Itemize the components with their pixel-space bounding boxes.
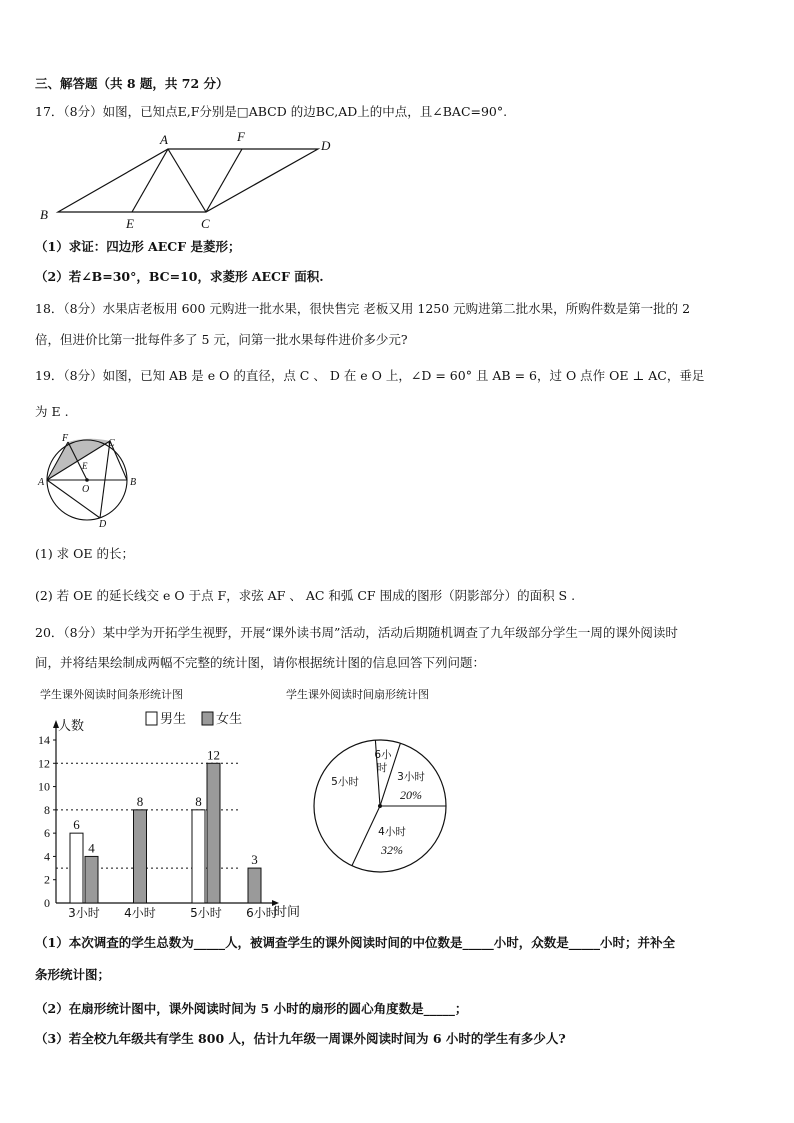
x-tick-label: 4小时 <box>124 906 156 920</box>
q18-line2: 倍，但进价比第一批每件多了 5 元，问第一批水果每件进价多少元? <box>35 332 408 347</box>
q19-label-C: C <box>108 438 115 449</box>
data-label: 8 <box>136 793 144 809</box>
y-tick-label: 10 <box>38 779 50 794</box>
data-label: 12 <box>207 747 220 763</box>
q17-label-A: A <box>160 132 168 147</box>
q20-line1: 20．（8分）某中学为开拓学生视野，开展“课外读书周”活动，活动后期随机调查了九年级部分学生一周的课外阅读时 <box>35 625 678 640</box>
q17-part1: （1）求证：四边形 AECF 是菱形； <box>35 239 241 254</box>
pie-chart-title: 学生课外阅读时间扇形统计图 <box>286 688 429 701</box>
q20-part1a: （1）本次调查的学生总数为_____人，被调查学生的课外阅读时间的中位数是_____小时，众数是_____小时；并补全 <box>35 935 675 950</box>
q19-label-A: A <box>38 477 45 488</box>
q17-label-D: D <box>321 138 331 153</box>
q19-part2: (2) 若 OE 的延长线交 e O 于点 F，求弦 AF 、 AC 和弧 CF 围成的图形（阴影部分）的面积 S . <box>35 588 576 603</box>
q17-label-F: F <box>237 129 245 144</box>
y-tick-label: 14 <box>38 733 50 747</box>
y-tick-label: 0 <box>44 896 50 910</box>
data-label: 6 <box>73 817 80 833</box>
bar-chart-title: 学生课外阅读时间条形统计图 <box>40 688 183 701</box>
y-tick-label: 6 <box>44 826 50 841</box>
x-tick-label: 6小时 <box>246 906 278 920</box>
legend-label-男生: 男生 <box>160 712 187 727</box>
q17-part2: （2）若∠B=30°，BC=10，求菱形 AECF 面积. <box>35 269 324 284</box>
q19-label-E: E <box>82 461 88 471</box>
pie-label-6小时-2: 时 <box>376 762 388 774</box>
q20-part2: （2）在扇形统计图中，课外阅读时间为 5 小时的扇形的圆心角度数是_____； <box>35 1001 468 1016</box>
q20-line2: 间，并将结果绘制成两幅不完整的统计图，请你根据统计图的信息回答下列问题： <box>35 655 486 670</box>
q18-line1: 18．（8分）水果店老板用 600 元购进一批水果，很快售完 老板又用 1250 元购进第二批水果，所购件数是第一批的 2 <box>35 301 691 316</box>
data-label: 4 <box>88 840 95 856</box>
pie-percent-4小时: 32% <box>381 843 403 857</box>
x-tick-label: 3小时 <box>68 906 100 920</box>
pie-percent-3小时: 20% <box>400 788 422 802</box>
pie-label-3小时: 3小时 <box>397 771 425 783</box>
x-tick-label: 5小时 <box>190 906 222 920</box>
q17-stem: 17．（8分）如图，已知点E,F分别是□ABCD 的边BC,AD上的中点，且∠BAC=90°. <box>35 104 508 119</box>
q19-line1: 19．（8分）如图，已知 AB 是 e O 的直径，点 C 、 D 在 e O 上，∠D = 60° 且 AB = 6，过 O 点作 OE ⊥ AC，垂足 <box>35 368 705 383</box>
q19-label-O: O <box>82 484 90 495</box>
pie-label-5小时: 5小时 <box>331 776 359 788</box>
q17-label-B: B <box>40 207 48 222</box>
y-tick-label: 2 <box>44 872 50 887</box>
pie-label-4小时: 4小时 <box>378 826 406 838</box>
bar-chart-ylabel: 人数 <box>58 719 85 734</box>
data-label: 8 <box>195 793 202 809</box>
q19-line2: 为 E . <box>35 404 69 419</box>
q19-label-B: B <box>130 477 137 488</box>
q19-label-F: F <box>62 433 69 444</box>
section-header: 三、解答题（共 8 题，共 72 分） <box>35 76 229 91</box>
q19-part1: (1) 求 OE 的长； <box>35 546 134 561</box>
pie-center <box>378 804 382 808</box>
y-tick-label: 12 <box>38 756 50 771</box>
q19-label-D: D <box>99 519 107 530</box>
pie-label-6小时: 6小 <box>374 749 392 761</box>
q20-part3: （3）若全校九年级共有学生 800 人，估计九年级一周课外阅读时间为 6 小时的学生有多少人? <box>35 1031 566 1046</box>
q20-part1b: 条形统计图； <box>35 967 111 982</box>
y-tick-label: 8 <box>44 802 50 817</box>
data-label: 3 <box>251 852 258 868</box>
q17-label-E: E <box>126 216 134 231</box>
q17-label-C: C <box>201 216 210 231</box>
y-tick-label: 4 <box>44 849 50 864</box>
legend-label-女生: 女生 <box>216 712 243 727</box>
bar-chart-xlabel: 时间 <box>274 905 301 920</box>
